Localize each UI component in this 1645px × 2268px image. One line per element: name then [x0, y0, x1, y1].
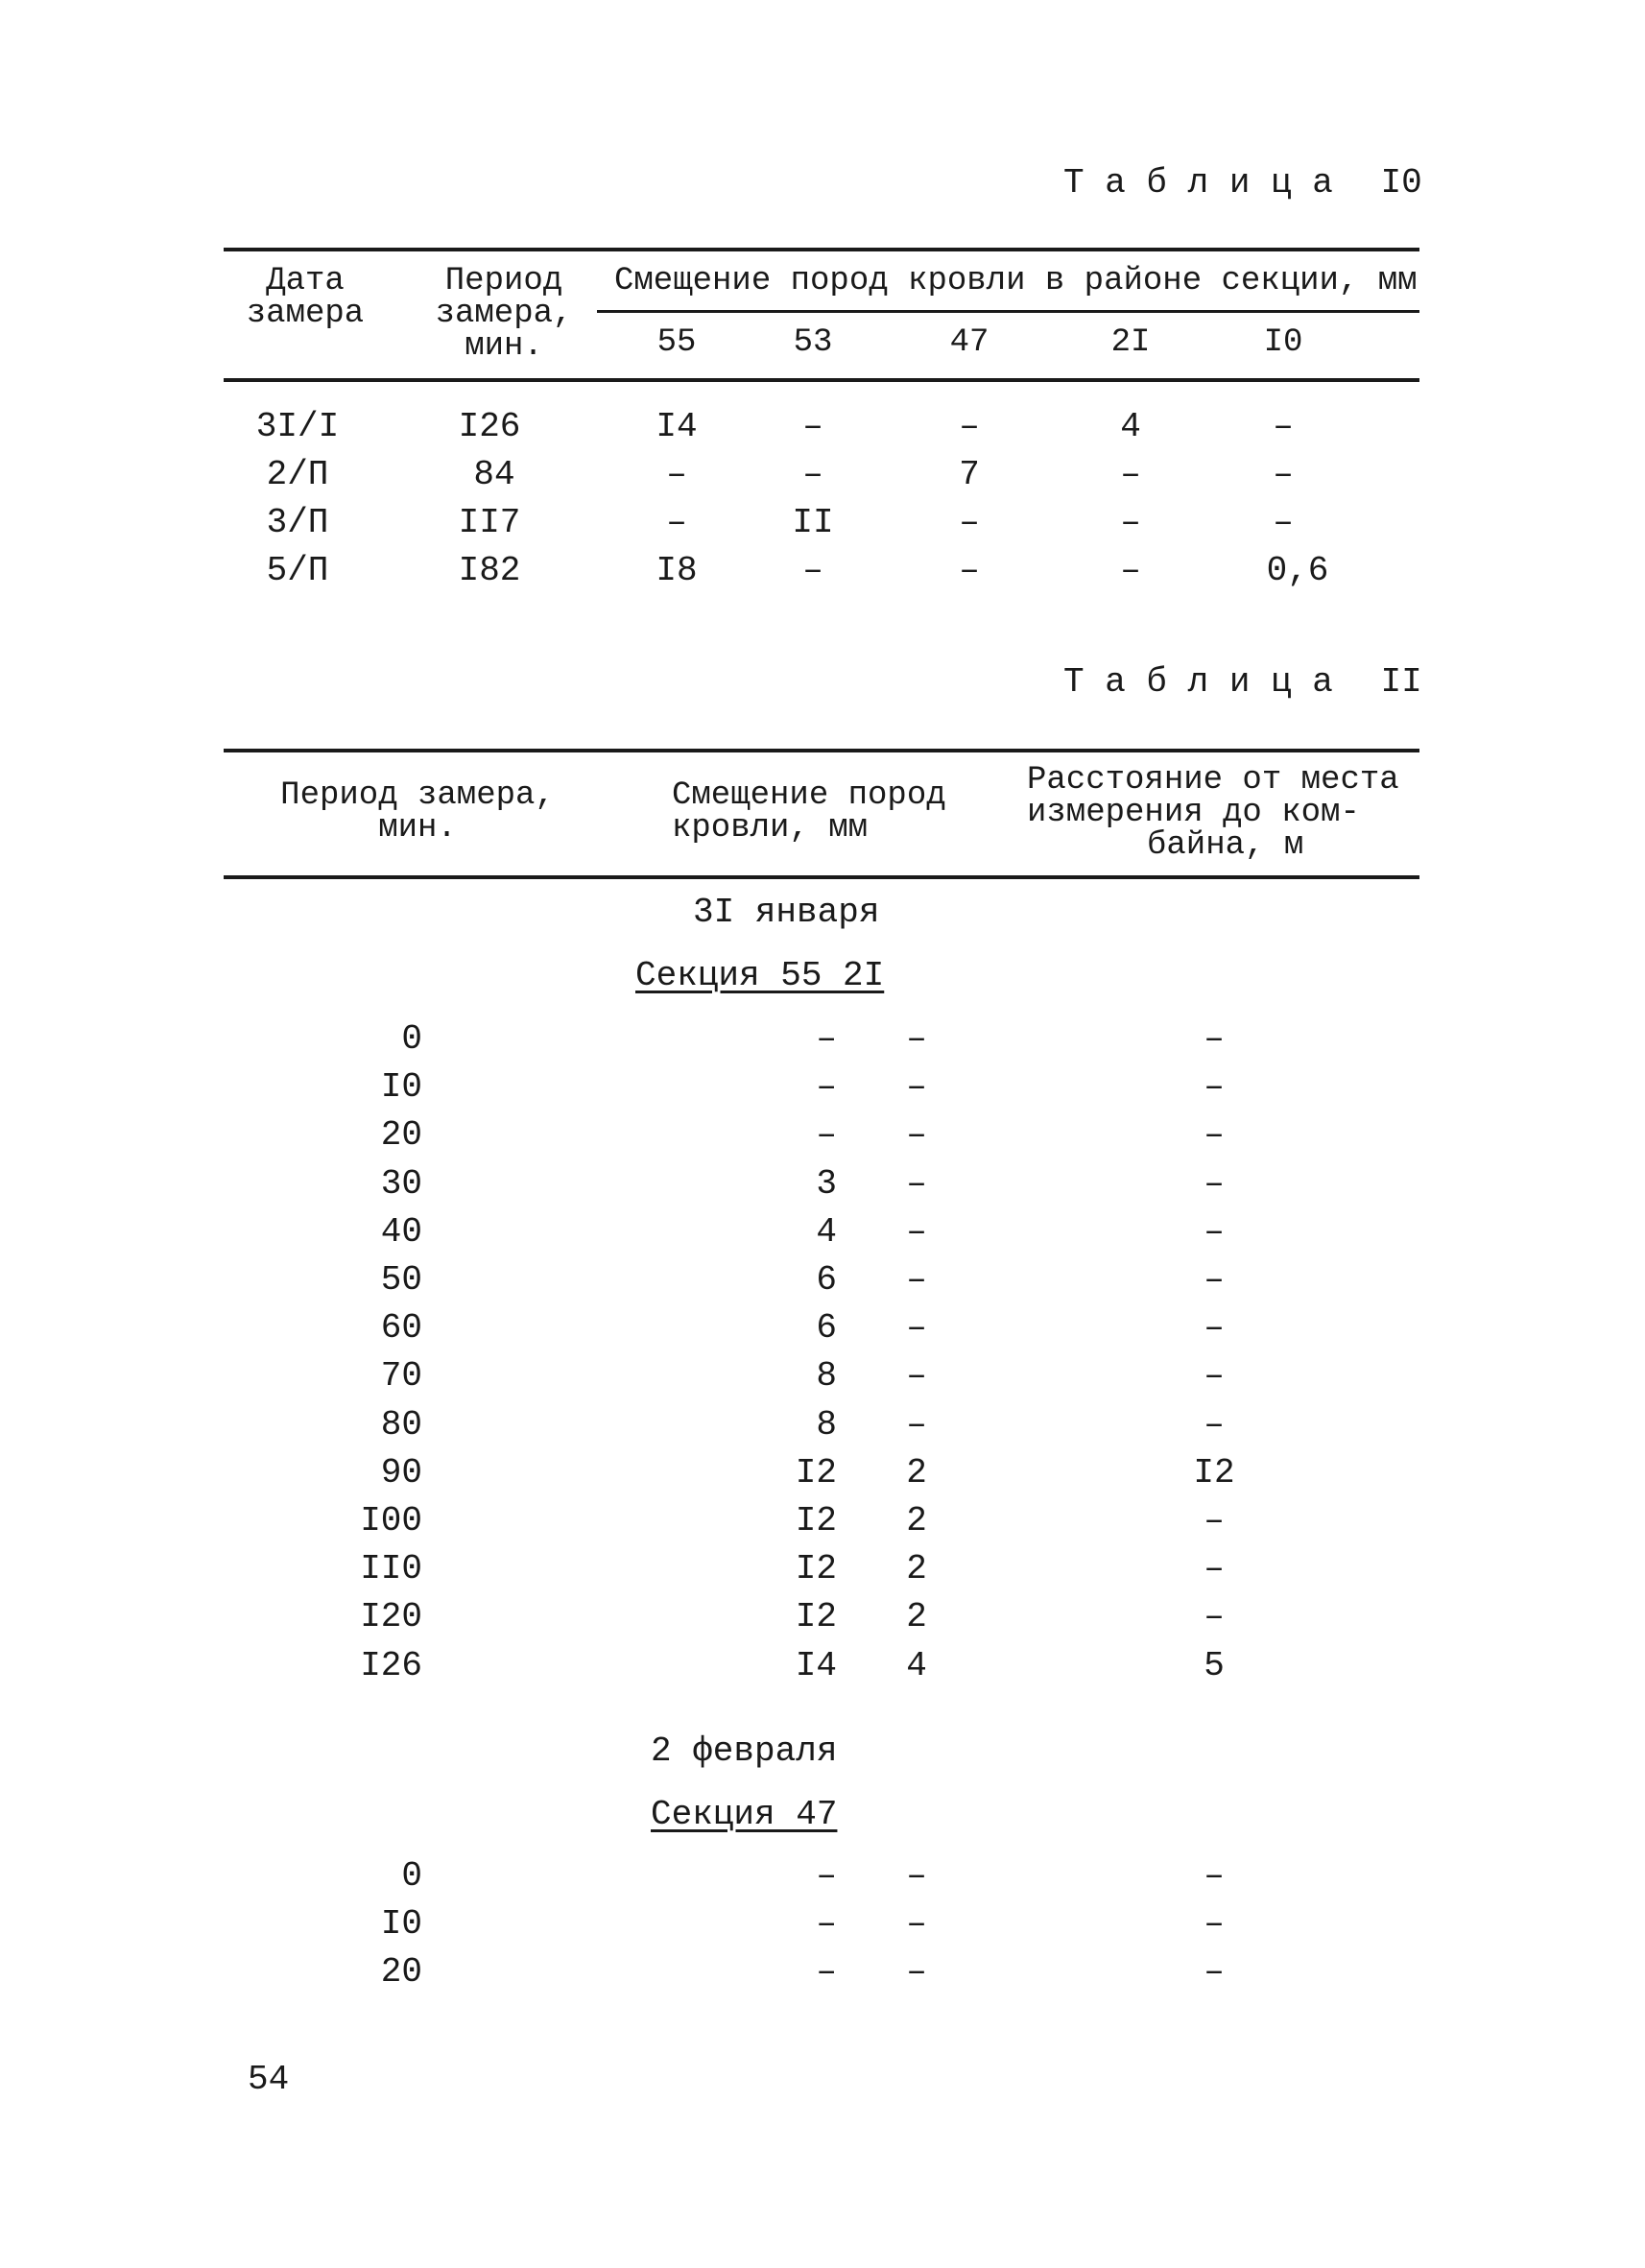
table11-cell-distance: –	[1204, 1260, 1225, 1300]
table10-header-section: 53	[793, 324, 833, 361]
table11-cell-period: I0	[380, 1904, 422, 1944]
page-number: 54	[248, 2060, 290, 2099]
table10-cell-value: –	[802, 455, 823, 494]
table11-cell-shift-2: –	[906, 1856, 927, 1896]
table11-cell-distance: –	[1204, 1019, 1225, 1059]
table11-cell-shift-2: 2	[906, 1501, 927, 1540]
table10-header-section: 47	[949, 324, 989, 361]
table10-cell-date: 5/П	[266, 551, 329, 590]
table11-cell-period: 90	[380, 1452, 422, 1492]
table11-section-label: Секция 47	[651, 1795, 838, 1834]
table11-cell-distance: I2	[1193, 1452, 1235, 1492]
table11-caption-number: II	[1380, 662, 1422, 702]
table11-cell-shift-1: 6	[816, 1260, 837, 1300]
table11-cell-shift-1: I2	[795, 1452, 837, 1492]
table11-cell-distance: –	[1204, 1501, 1225, 1540]
table11-section-label: Секция 55 2I	[635, 956, 885, 995]
table11-cell-shift-1: 8	[816, 1404, 837, 1444]
table10-cell-value: –	[959, 407, 980, 446]
table11-block-date: 2 февраля	[651, 1731, 838, 1771]
table11-header-bottom-rule	[224, 875, 1419, 879]
table10-cell-period: II7	[458, 503, 521, 542]
table10-cell-date: 3I/I	[255, 407, 340, 446]
table11-caption-word: Т а б л и ц а	[1063, 662, 1333, 702]
table11-cell-period: I00	[360, 1501, 422, 1540]
table11-cell-shift-1: I2	[795, 1501, 837, 1540]
table11-cell-shift-2: –	[906, 1308, 927, 1349]
table11-cell-distance: –	[1204, 1404, 1225, 1444]
table10-header-section: I0	[1263, 324, 1303, 361]
table10-cell-value: –	[802, 407, 823, 446]
table10-caption-word: Т а б л и ц а	[1063, 163, 1333, 203]
table11-cell-distance: –	[1204, 1597, 1225, 1637]
table10-cell-date: 2/П	[266, 455, 329, 494]
table10-cell-value: –	[959, 551, 980, 590]
table11-header-shift: Смещение пород кровли, мм	[672, 777, 946, 847]
table11-cell-shift-1: –	[816, 1067, 837, 1108]
table10-header-section: 55	[656, 324, 697, 361]
table11-cell-period: II0	[360, 1549, 422, 1589]
table11-header-distance: Расстояние от места измерения до ком- байна, м	[1027, 762, 1399, 864]
table10-cell-value: –	[1120, 503, 1141, 542]
table11-cell-period: 30	[380, 1163, 422, 1204]
table10-cell-value: 0,6	[1266, 551, 1329, 590]
table10-cell-period: I26	[458, 407, 521, 446]
table11-cell-shift-2: –	[906, 1952, 927, 1992]
table11-cell-distance: 5	[1204, 1645, 1225, 1685]
table11-cell-shift-1: –	[816, 1115, 837, 1156]
table10-cell-value: –	[1120, 551, 1141, 590]
table11-cell-shift-1: I4	[795, 1645, 837, 1685]
table10-cell-value: 7	[959, 455, 980, 494]
table10-cell-value: II	[792, 503, 834, 542]
table11-cell-period: 80	[380, 1404, 422, 1444]
table11-cell-shift-2: –	[906, 1115, 927, 1156]
table11-cell-shift-2: –	[906, 1019, 927, 1059]
table11-cell-shift-1: –	[816, 1904, 837, 1944]
table11-cell-period: 70	[380, 1356, 422, 1397]
table10-cell-value: –	[666, 503, 687, 542]
table10-cell-value: –	[959, 503, 980, 542]
table11-cell-period: 40	[380, 1211, 422, 1252]
table11-cell-shift-2: –	[906, 1356, 927, 1397]
table11-cell-distance: –	[1204, 1163, 1225, 1204]
table11-cell-shift-1: I2	[795, 1597, 837, 1637]
table10-subheader-rule	[597, 310, 1419, 313]
table11-cell-shift-1: –	[816, 1952, 837, 1992]
table11-cell-shift-2: –	[906, 1404, 927, 1444]
table11-cell-shift-2: –	[906, 1163, 927, 1204]
table10-cell-value: –	[1273, 407, 1294, 446]
table11-cell-period: 20	[380, 1115, 422, 1156]
table11-cell-shift-1: 8	[816, 1356, 837, 1397]
table11-cell-distance: –	[1204, 1308, 1225, 1349]
table10-cell-value: I4	[656, 407, 698, 446]
table11-cell-shift-2: –	[906, 1211, 927, 1252]
table11-cell-shift-2: 2	[906, 1597, 927, 1637]
table11-cell-shift-1: 3	[816, 1163, 837, 1204]
table10-cell-value: 4	[1120, 407, 1141, 446]
table11-cell-shift-2: –	[906, 1260, 927, 1300]
table11-cell-shift-1: –	[816, 1856, 837, 1896]
table11-cell-shift-1: 6	[816, 1308, 837, 1349]
table11-top-rule	[224, 749, 1419, 752]
table10-header-date: Дата замера	[246, 263, 365, 332]
table11-cell-distance: –	[1204, 1211, 1225, 1252]
table10-cell-value: –	[1120, 455, 1141, 494]
table11-cell-period: 0	[401, 1019, 422, 1059]
table11-cell-distance: –	[1204, 1067, 1225, 1108]
table10-caption	[1063, 163, 1422, 203]
table10-cell-value: –	[1273, 503, 1294, 542]
table11-cell-distance: –	[1204, 1952, 1225, 1992]
table10-cell-value: –	[1273, 455, 1294, 494]
table10-caption-number: I0	[1380, 163, 1422, 203]
table10-header-period: Период замера, мин.	[435, 263, 573, 365]
table11-header-period: Период замера, мин.	[280, 777, 555, 847]
table11-cell-shift-1: 4	[816, 1211, 837, 1252]
table11-cell-distance: –	[1204, 1856, 1225, 1896]
table10-cell-period: 84	[473, 455, 515, 494]
table11-cell-shift-1: I2	[795, 1549, 837, 1589]
table11-cell-period: 60	[380, 1308, 422, 1349]
table10-top-rule	[224, 248, 1419, 251]
table11-block-date: 3I января	[693, 893, 880, 932]
table11-cell-period: 0	[401, 1856, 422, 1896]
table11-cell-shift-1: –	[816, 1019, 837, 1059]
table11-cell-distance: –	[1204, 1549, 1225, 1589]
table10-cell-value: –	[802, 551, 823, 590]
table10-header-group: Смещение пород кровли в районе секции, мм	[614, 263, 1418, 299]
table11-cell-shift-2: 2	[906, 1549, 927, 1589]
table11-cell-shift-2: –	[906, 1067, 927, 1108]
table11-cell-distance: –	[1204, 1115, 1225, 1156]
table10-cell-value: I8	[656, 551, 698, 590]
table10-header-bottom-rule	[224, 378, 1419, 382]
table11-cell-period: I0	[380, 1067, 422, 1108]
table11-cell-period: I20	[360, 1597, 422, 1637]
table11-cell-period: 20	[380, 1952, 422, 1992]
table10-header-section: 2I	[1110, 324, 1151, 361]
table11-caption	[1063, 662, 1422, 702]
table11-cell-distance: –	[1204, 1904, 1225, 1944]
table10-cell-value: –	[666, 455, 687, 494]
table11-cell-distance: –	[1204, 1356, 1225, 1397]
table11-cell-period: 50	[380, 1260, 422, 1300]
table10-cell-date: 3/П	[266, 503, 329, 542]
table11-cell-shift-2: 2	[906, 1452, 927, 1492]
table10-cell-period: I82	[458, 551, 521, 590]
table11-cell-shift-2: –	[906, 1904, 927, 1944]
table11-cell-period: I26	[360, 1645, 422, 1685]
table11-cell-shift-2: 4	[906, 1645, 927, 1685]
